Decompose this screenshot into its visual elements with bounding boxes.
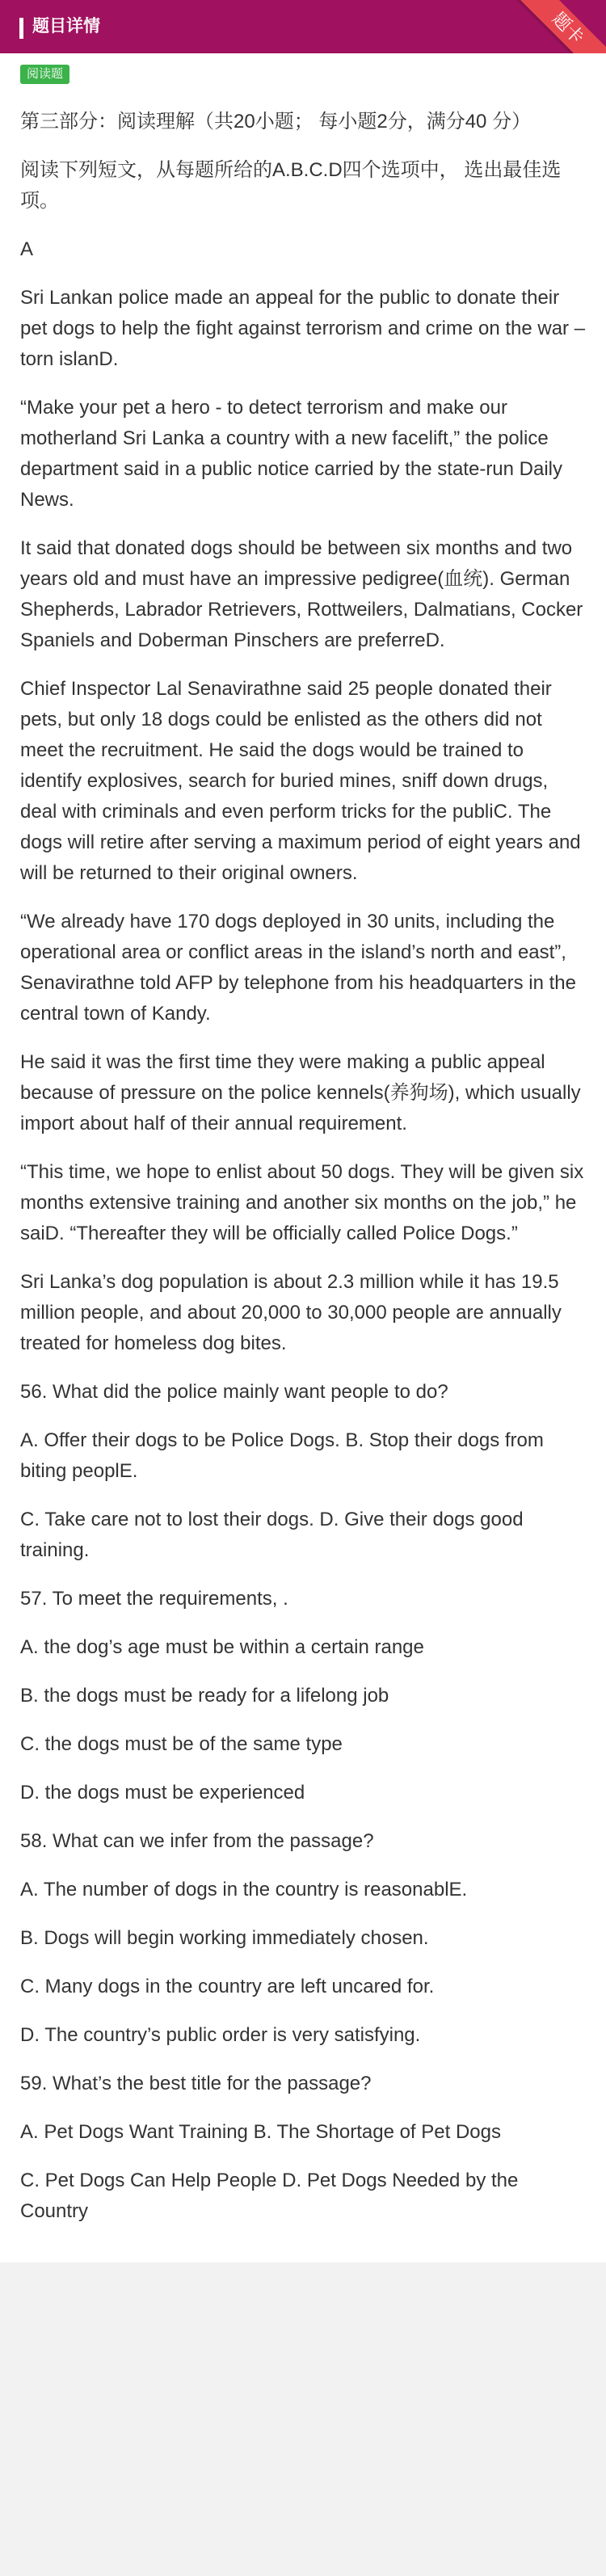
- question-option: C. Take care not to lost their dogs. D. Give their dogs good training.: [20, 1509, 524, 1561]
- header-bar: [0, 0, 606, 53]
- instructions: 阅读下列短文，从每题所给的A.B.C.D四个选项中， 选出最佳选项。: [20, 159, 562, 212]
- passage-paragraph: Sri Lanka’s dog population is about 2.3 million while it has 19.5 million people, and about 20,000 to 30,000 people are annually treated for homeless dog bites.: [20, 1271, 562, 1354]
- question-stem: 56. What did the police mainly want people to do?: [20, 1381, 448, 1403]
- question-option: C. Pet Dogs Can Help People D. Pet Dogs Needed by the Country: [20, 2170, 519, 2222]
- page-title: 题目详情: [32, 17, 100, 36]
- passage-paragraph: “This time, we hope to enlist about 50 dogs. They will be given six months extensive training and another six months on the job,” he saiD. “Thereafter they will be officially called Police Dogs.”: [20, 1161, 584, 1244]
- passage-paragraph: Sri Lankan police made an appeal for the public to donate their pet dogs to help the fight against terrorism and crime on the war – torn islanD.: [20, 287, 586, 370]
- passage-label: A: [20, 238, 34, 260]
- question-option: A. The number of dogs in the country is reasonablE.: [20, 1879, 468, 1900]
- passage-paragraph: It said that donated dogs should be between six months and two years old and must have an impressive pedigree(血统). German Shepherds, Labrador Retrievers, Rottweilers, Dalmatians, Cocker Spaniels and Doberman Pinschers are preferreD.: [20, 537, 583, 651]
- question-option: D. The country’s public order is very satisfying.: [20, 2024, 421, 2046]
- question-stem: 59. What’s the best title for the passage?: [20, 2073, 372, 2094]
- page-background: [0, 2262, 606, 2576]
- question-option: A. Offer their dogs to be Police Dogs. B. Stop their dogs from biting peoplE.: [20, 1429, 544, 1482]
- question-option: C. Many dogs in the country are left uncared for.: [20, 1976, 435, 1997]
- section-heading: 第三部分：阅读理解（共20小题； 每小题2分，满分40 分）: [20, 111, 532, 133]
- question-type-badge: 阅读题: [20, 65, 69, 84]
- passage-paragraph: Chief Inspector Lal Senavirathne said 25 people donated their pets, but only 18 dogs could be enlisted as the others did not meet the recruitment. He said the dogs would be trained to identify explosives, search for buried mines, sniff down drugs, deal with criminals and even perform tricks for the publiC. The dogs will retire after serving a maximum period of eight years and will be returned to their original owners.: [20, 678, 581, 884]
- question-stem: 58. What can we infer from the passage?: [20, 1830, 374, 1852]
- question-option: A. Pet Dogs Want Training B. The Shortage of Pet Dogs: [20, 2121, 501, 2143]
- question-option: D. the dogs must be experienced: [20, 1782, 305, 1804]
- answer-card-ribbon[interactable]: 题卡: [504, 0, 606, 53]
- passage-paragraph: He said it was the first time they were making a public appeal because of pressure on the police kennels(养狗场), which usually import about half of their annual requirement.: [20, 1051, 581, 1134]
- question-option: B. Dogs will begin working immediately chosen.: [20, 1927, 429, 1949]
- question-option: C. the dogs must be of the same type: [20, 1733, 343, 1755]
- question-option: A. the dog’s age must be within a certain range: [20, 1636, 424, 1658]
- question-content: [0, 53, 606, 2262]
- question-stem: 57. To meet the requirements, .: [20, 1588, 288, 1610]
- passage-paragraph: “We already have 170 dogs deployed in 30 units, including the operational area or conflict areas in the island’s north and east”, Senavirathne told AFP by telephone from his headquarters in the central town of Kandy.: [20, 911, 576, 1025]
- passage-paragraph: “Make your pet a hero - to detect terrorism and make our motherland Sri Lanka a country with a new facelift,” the police department said in a public notice carried by the state-run Daily News.: [20, 397, 563, 511]
- title-accent-bar: [19, 18, 23, 39]
- question-option: B. the dogs must be ready for a lifelong job: [20, 1685, 389, 1707]
